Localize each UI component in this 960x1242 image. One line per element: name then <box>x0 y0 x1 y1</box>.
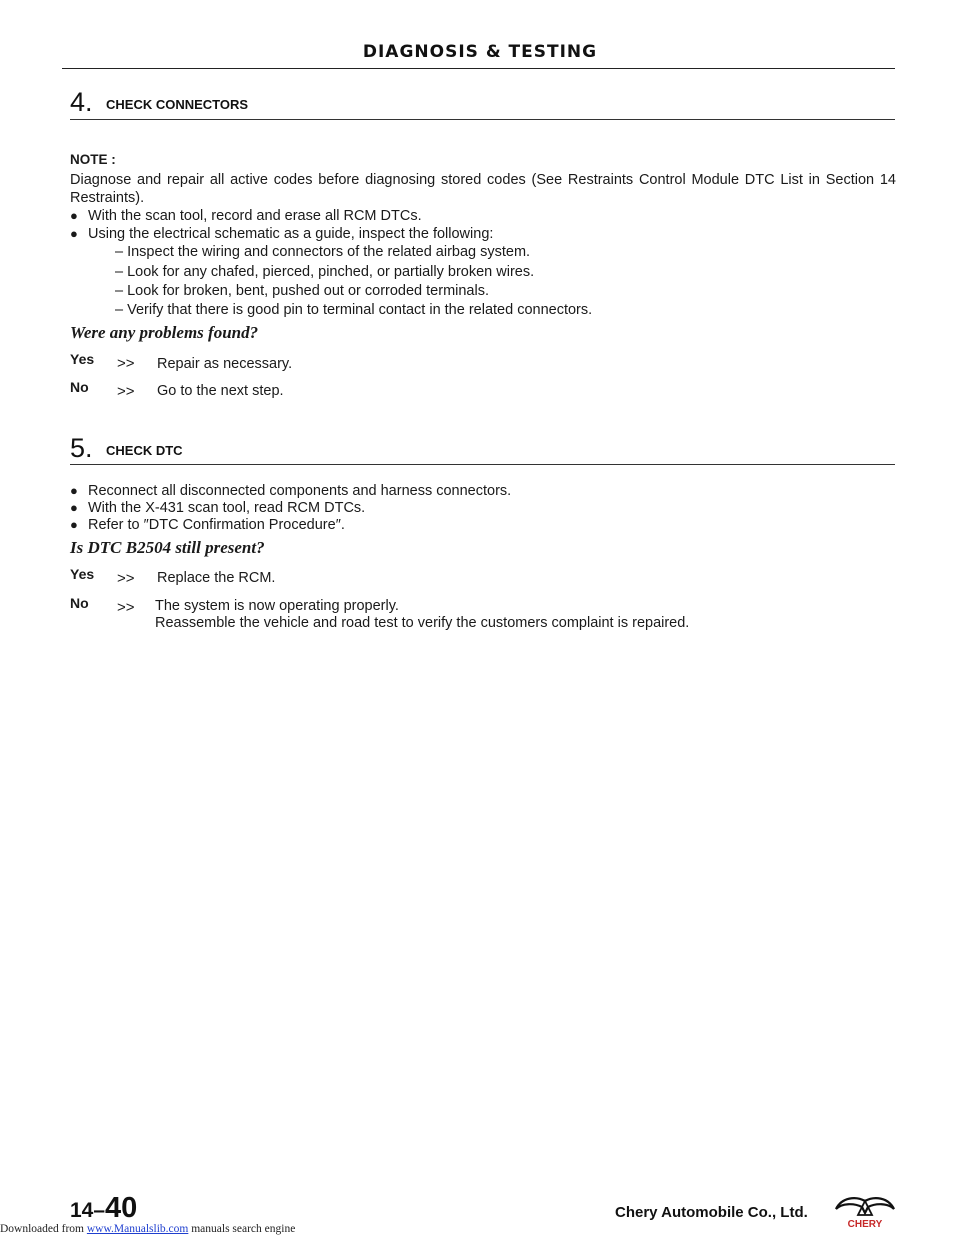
bullet-item: Using the electrical schematic as a guide, inspect the following: <box>88 226 494 242</box>
step-title: CHECK CONNECTORS <box>106 97 249 112</box>
bullet-item: With the X-431 scan tool, read RCM DTCs. <box>88 500 366 516</box>
bullet-icon: ● <box>70 226 78 241</box>
arrow-icon: >> <box>117 383 135 400</box>
answer-no-label: No <box>70 595 89 611</box>
bullet-icon: ● <box>70 517 78 532</box>
question: Were any problems found? <box>70 323 259 342</box>
answer-yes-label: Yes <box>70 351 95 367</box>
page-number <box>70 1192 137 1225</box>
bullet-item: Refer to ″DTC Confirmation Procedure″. <box>88 517 345 533</box>
bullet-icon: ● <box>70 483 78 498</box>
answer-yes-text: Replace the RCM. <box>157 570 276 586</box>
answer-no-text-line2: Reassemble the vehicle and road test to verify the customers complaint is repaired. <box>155 615 690 631</box>
answer-no-text: Go to the next step. <box>157 383 284 399</box>
header-divider <box>62 68 895 69</box>
bullet-item: Reconnect all disconnected components and harness connectors. <box>88 483 512 499</box>
arrow-icon: >> <box>117 355 135 372</box>
company-name: Chery Automobile Co., Ltd. <box>615 1204 808 1221</box>
sub-list-item: – Look for broken, bent, pushed out or corroded terminals. <box>115 283 489 299</box>
answer-no-label: No <box>70 379 89 395</box>
section-title: DIAGNOSIS & TESTING <box>362 42 598 62</box>
download-prefix: Downloaded from <box>0 1223 87 1235</box>
arrow-icon: >> <box>117 599 135 616</box>
answer-no-text: The system is now operating properly. <box>155 598 399 614</box>
download-suffix: manuals search engine <box>188 1223 296 1235</box>
chery-logo-icon <box>832 1195 898 1229</box>
answer-yes-label: Yes <box>70 566 95 582</box>
section-number: 14– <box>70 1199 106 1222</box>
arrow-icon: >> <box>117 570 135 587</box>
answer-yes-text: Repair as necessary. <box>157 356 293 372</box>
bullet-icon: ● <box>70 500 78 515</box>
download-source-line <box>0 1223 295 1235</box>
bullet-item: With the scan tool, record and erase all RCM DTCs. <box>88 208 422 224</box>
step-number: 5. <box>70 433 93 463</box>
step-title: CHECK DTC <box>106 443 183 458</box>
question: Is DTC B2504 still present? <box>70 538 265 557</box>
step-number: 4. <box>70 87 93 117</box>
sub-list-item: – Look for any chafed, pierced, pinched, or partially broken wires. <box>115 264 535 280</box>
step-divider <box>70 464 895 465</box>
note-label: NOTE : <box>70 152 116 167</box>
page-index: 40 <box>105 1192 138 1224</box>
logo-wordmark: CHERY <box>847 1219 883 1229</box>
bullet-icon: ● <box>70 208 78 223</box>
manualslib-link[interactable]: www.Manualslib.com <box>86 1223 189 1235</box>
note-text: Diagnose and repair all active codes before diagnosing stored codes (See Restraints Control Module DTC List in Section 14 Restraints). <box>70 172 896 206</box>
sub-list-item: – Verify that there is good pin to terminal contact in the related connectors. <box>115 302 593 318</box>
step-divider <box>70 119 895 120</box>
sub-list-item: – Inspect the wiring and connectors of the related airbag system. <box>115 244 531 260</box>
